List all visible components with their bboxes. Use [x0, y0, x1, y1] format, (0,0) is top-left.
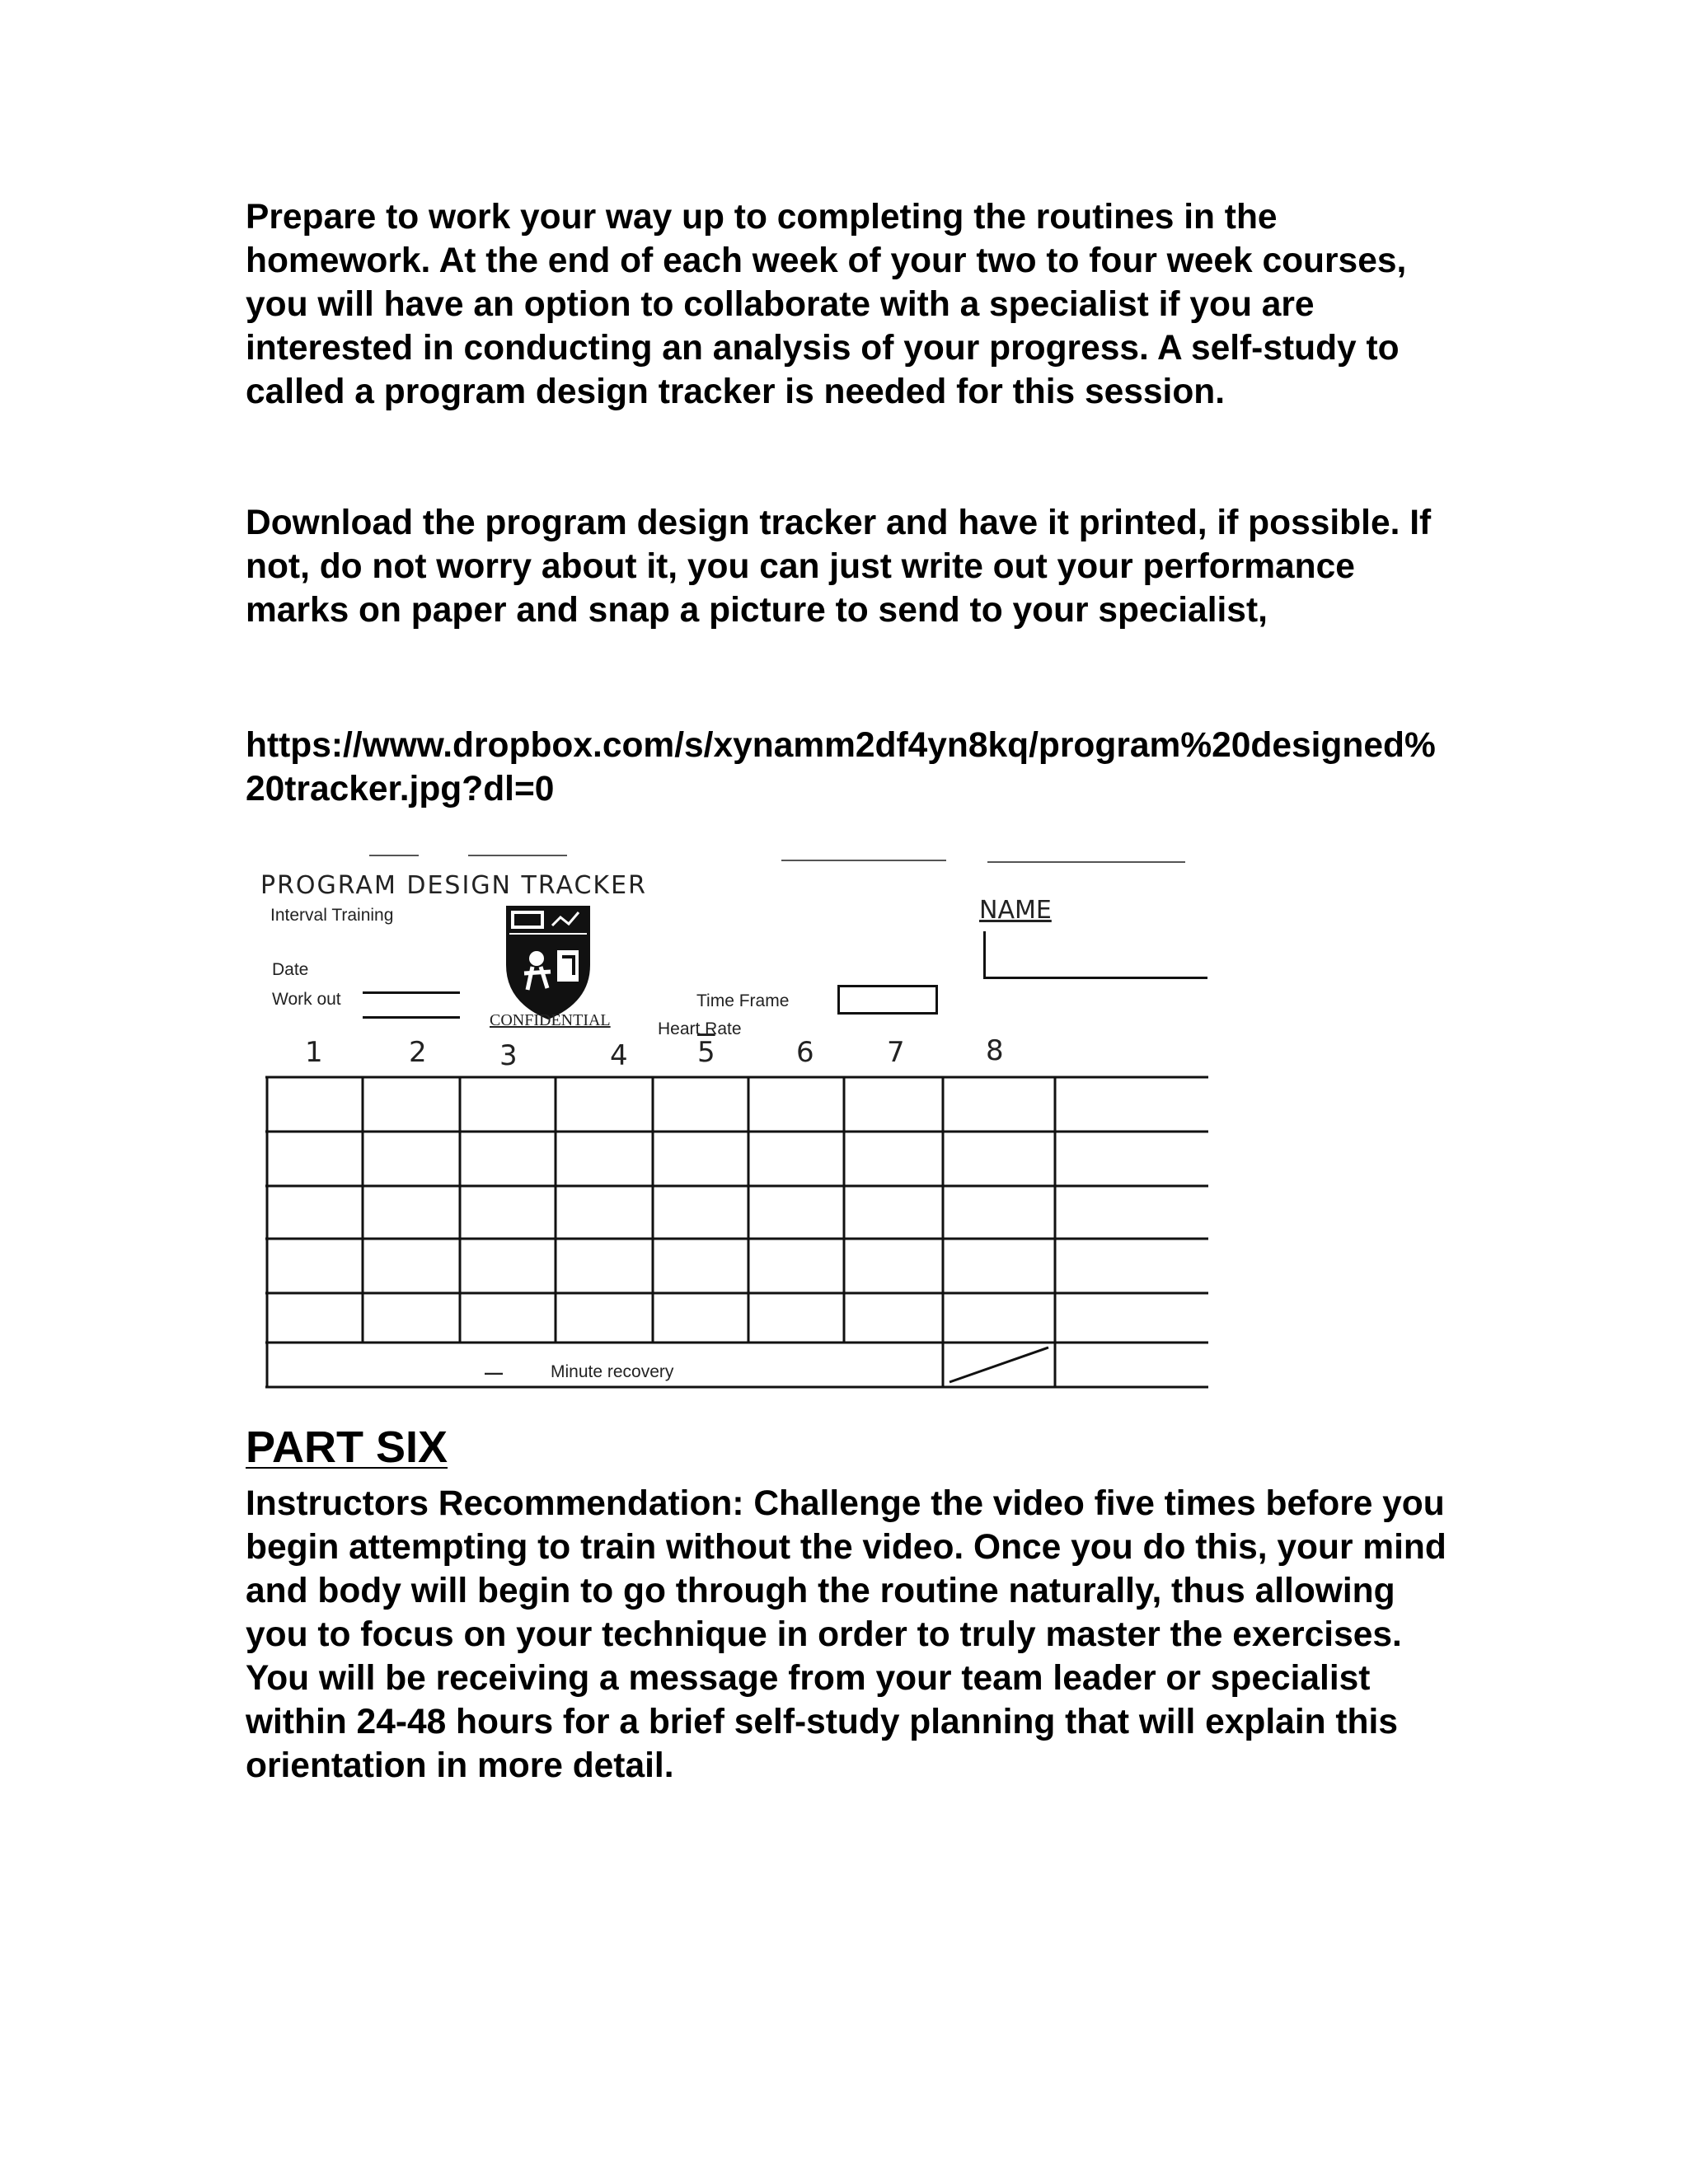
column-number-4: 4 — [610, 1039, 628, 1072]
recovery-dash: — — [485, 1362, 503, 1383]
confidential-label: CONFIDENTIAL — [490, 1011, 611, 1029]
time-frame-label: Time Frame — [696, 991, 790, 1010]
date-label: Date — [272, 960, 309, 979]
column-number-7: 7 — [887, 1036, 905, 1069]
column-number-8: 8 — [986, 1034, 1004, 1067]
tracker-grid — [265, 1076, 1208, 1389]
recovery-label: Minute recovery — [551, 1362, 674, 1381]
name-label: NAME — [979, 896, 1052, 925]
time-frame-box — [837, 985, 938, 1015]
part-six-body: Instructors Recommendation: Challenge the video five times before you begin attempting to train without the video. Once you do this, your mind and body will begin to go through the routine naturally, thus allowing you to focus on your technique in order to truly master the exercises. You will be receiving a message from your team leader or specialist within 24-48 hours for a brief self-study planning that will explain this orientation in more detail. — [246, 1484, 1447, 1785]
column-number-2: 2 — [409, 1036, 427, 1069]
download-paragraph: Download the program design tracker and have it printed, if possible. If not, do not worry about it, you can just write out your performance marks on paper and snap a picture to send to your specialist, — [246, 504, 1432, 630]
column-number-6: 6 — [796, 1036, 814, 1069]
column-number-5: 5 — [697, 1036, 715, 1069]
tracker-title: PROGRAM DESIGN TRACKER — [260, 871, 647, 900]
tracker-download-link[interactable]: https://www.dropbox.com/s/xynamm2df4yn8kq/program%20designed%20tracker.jpg?dl=0 — [246, 726, 1436, 808]
part-six-heading: PART SIX — [246, 1422, 448, 1472]
program-design-tracker-image — [246, 853, 1208, 1397]
column-number-3: 3 — [499, 1039, 518, 1072]
tracker-subtitle: Interval Training — [270, 906, 394, 925]
intro-paragraph: Prepare to work your way up to completing the routines in the homework. At the end of each week of your two to four week courses, you will have an option to collaborate with a specialist if you are interested in conducting an analysis of your progress. A self-study to called a program design tracker is needed for this session. — [246, 198, 1407, 411]
column-number-1: 1 — [305, 1036, 323, 1069]
shield-logo-icon — [499, 899, 597, 1023]
workout-label: Work out — [272, 990, 341, 1009]
heart-rate-label: Heart Rate — [658, 1019, 742, 1038]
